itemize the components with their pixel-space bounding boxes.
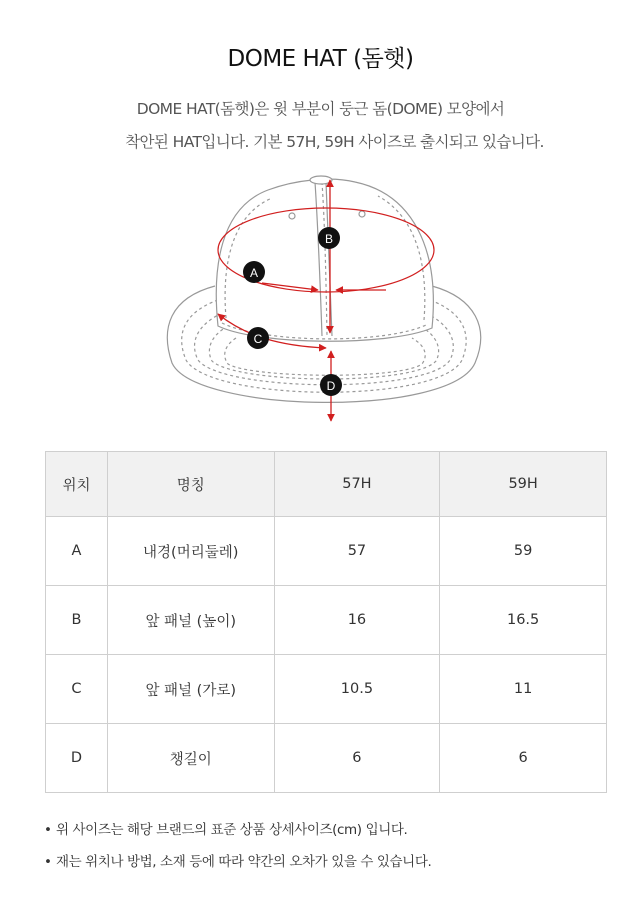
cell-59h: 11 bbox=[440, 655, 607, 724]
page-title bbox=[0, 40, 641, 73]
table-row bbox=[46, 655, 607, 724]
cell-57h: 6 bbox=[274, 724, 440, 793]
cell-position: D bbox=[46, 724, 108, 793]
cell-59h: 59 bbox=[440, 517, 607, 586]
size-table bbox=[45, 451, 607, 793]
table-header-row bbox=[46, 452, 607, 517]
svg-text:A: A bbox=[249, 266, 259, 280]
cell-name: 내경(머리둘레) bbox=[107, 517, 274, 586]
note-text: 재는 위치나 방법, 소재 등에 따라 약간의 오차가 있을 수 있습니다. bbox=[56, 854, 432, 870]
header-name: 명칭 bbox=[107, 452, 274, 517]
table-row bbox=[46, 586, 607, 655]
cell-name: 앞 패널 (가로) bbox=[107, 655, 274, 724]
cell-position: C bbox=[46, 655, 108, 724]
hat-measurement-illustration bbox=[150, 168, 500, 430]
cell-57h: 10.5 bbox=[274, 655, 440, 724]
description-line-1: DOME HAT(돔햇)은 윗 부분이 둥근 돔(DOME) 모양에서 bbox=[136, 100, 505, 118]
cell-57h: 57 bbox=[274, 517, 440, 586]
cell-59h: 6 bbox=[440, 724, 607, 793]
svg-text:B: B bbox=[324, 232, 334, 246]
svg-text:C: C bbox=[253, 332, 263, 346]
cell-position: A bbox=[46, 517, 108, 586]
bullet: • bbox=[44, 822, 52, 838]
measure-d bbox=[320, 351, 342, 421]
svg-text:D: D bbox=[326, 379, 336, 393]
cell-position: B bbox=[46, 586, 108, 655]
cell-57h: 16 bbox=[274, 586, 440, 655]
header-57h: 57H bbox=[274, 452, 440, 517]
description-line-2: 착안된 HAT입니다. 기본 57H, 59H 사이즈로 출시되고 있습니다. bbox=[125, 133, 544, 151]
note-item bbox=[44, 818, 431, 838]
table-row bbox=[46, 724, 607, 793]
note-text: 위 사이즈는 해당 브랜드의 표준 상품 상세사이즈(cm) 입니다. bbox=[56, 822, 408, 838]
title-main: DOME HAT bbox=[227, 46, 347, 72]
cell-59h: 16.5 bbox=[440, 586, 607, 655]
notes-list bbox=[44, 818, 431, 882]
hat-crown bbox=[216, 176, 433, 341]
header-59h: 59H bbox=[440, 452, 607, 517]
cell-name: 챙길이 bbox=[107, 724, 274, 793]
note-item bbox=[44, 850, 431, 870]
header-position: 위치 bbox=[46, 452, 108, 517]
bullet: • bbox=[44, 854, 52, 870]
cell-name: 앞 패널 (높이) bbox=[107, 586, 274, 655]
title-sub: (돔햇) bbox=[353, 46, 414, 72]
table-row bbox=[46, 517, 607, 586]
